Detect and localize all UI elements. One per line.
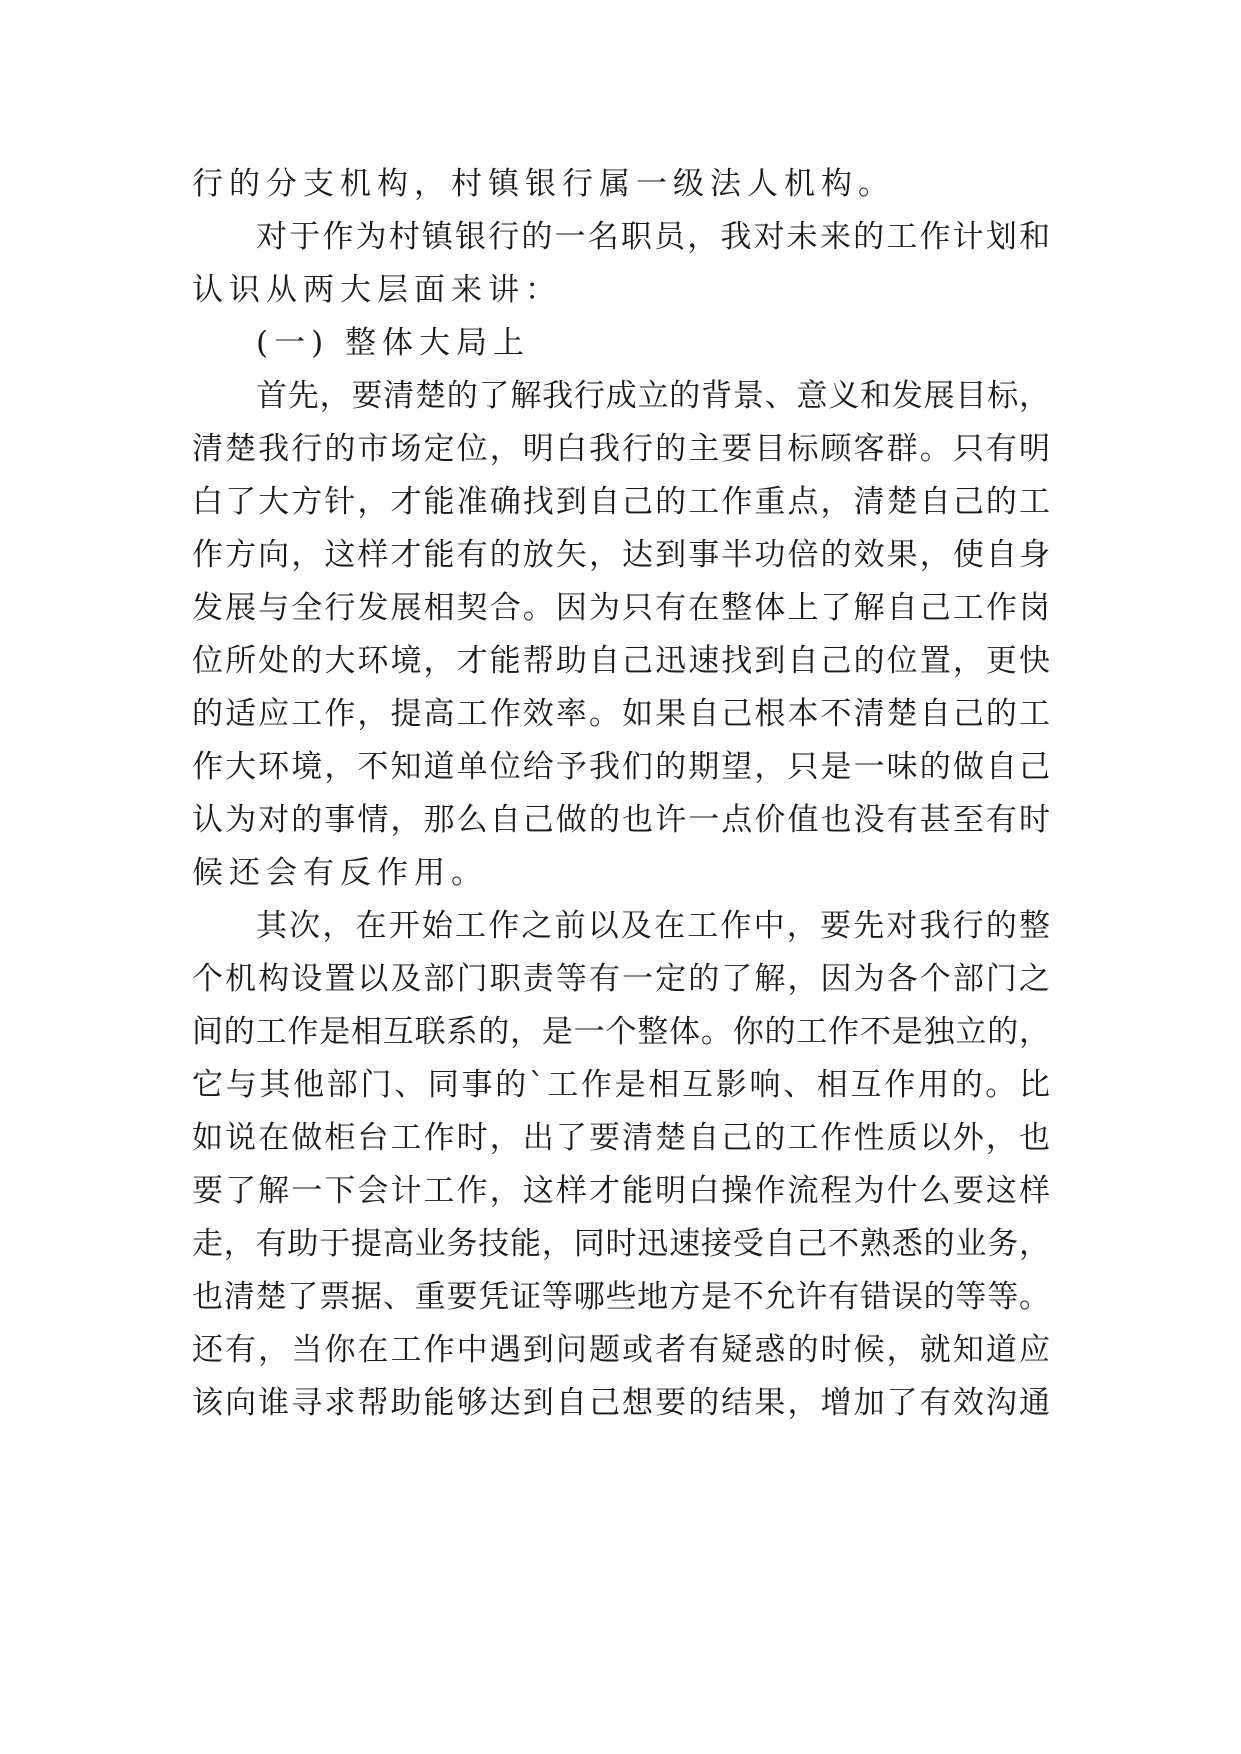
text-line: 该向谁寻求帮助能够达到自己想要的结果，增加了有效沟通 xyxy=(192,1385,1050,1421)
text-line: 的适应工作，提高工作效率。如果自己根本不清楚自己的工 xyxy=(192,696,1050,732)
text-line: 白了大方针，才能准确找到自己的工作重点，清楚自己的工 xyxy=(192,484,1050,520)
text-line: 对于作为村镇银行的一名职员，我对未来的工作计划和 xyxy=(256,219,1050,255)
text-line: 要了解一下会计工作，这样才能明白操作流程为什么要这样 xyxy=(192,1173,1050,1209)
text-line: 认识从两大层面来讲： xyxy=(192,272,562,308)
text-line: 其次，在开始工作之前以及在工作中，要先对我行的整 xyxy=(256,908,1050,944)
text-line: 位所处的大环境，才能帮助自己迅速找到自己的位置，更快 xyxy=(192,643,1050,679)
text-line: 首先，要清楚的了解我行成立的背景、意义和发展目标， xyxy=(256,378,1050,414)
text-line: 个机构设置以及部门职责等有一定的了解，因为各个部门之 xyxy=(192,961,1050,997)
text-line: 它与其他部门、同事的`工作是相互影响、相互作用的。比 xyxy=(192,1067,1050,1103)
text-line: 行的分支机构，村镇银行属一级法人机构。 xyxy=(192,166,895,202)
text-line: 走，有助于提高业务技能，同时迅速接受自己不熟悉的业务， xyxy=(192,1226,1050,1262)
text-line: 作大环境，不知道单位给予我们的期望，只是一味的做自己 xyxy=(192,749,1050,785)
text-line: 清楚我行的市场定位，明白我行的主要目标顾客群。只有明 xyxy=(192,431,1050,467)
text-line: 间的工作是相互联系的，是一个整体。你的工作不是独立的， xyxy=(192,1014,1050,1050)
text-line: 发展与全行发展相契合。因为只有在整体上了解自己工作岗 xyxy=(192,590,1050,626)
text-line: 如说在做柜台工作时，出了要清楚自己的工作性质以外，也 xyxy=(192,1120,1050,1156)
text-line: 也清楚了票据、重要凭证等哪些地方是不允许有错误的等等。 xyxy=(192,1279,1050,1315)
text-line: 候还会有反作用。 xyxy=(192,855,488,891)
text-line: 认为对的事情，那么自己做的也许一点价值也没有甚至有时 xyxy=(192,802,1050,838)
text-line: 还有，当你在工作中遇到问题或者有疑惑的时候，就知道应 xyxy=(192,1332,1050,1368)
text-line: 作方向，这样才能有的放矢，达到事半功倍的效果，使自身 xyxy=(192,537,1050,573)
section-heading: (一) 整体大局上 xyxy=(256,325,531,361)
